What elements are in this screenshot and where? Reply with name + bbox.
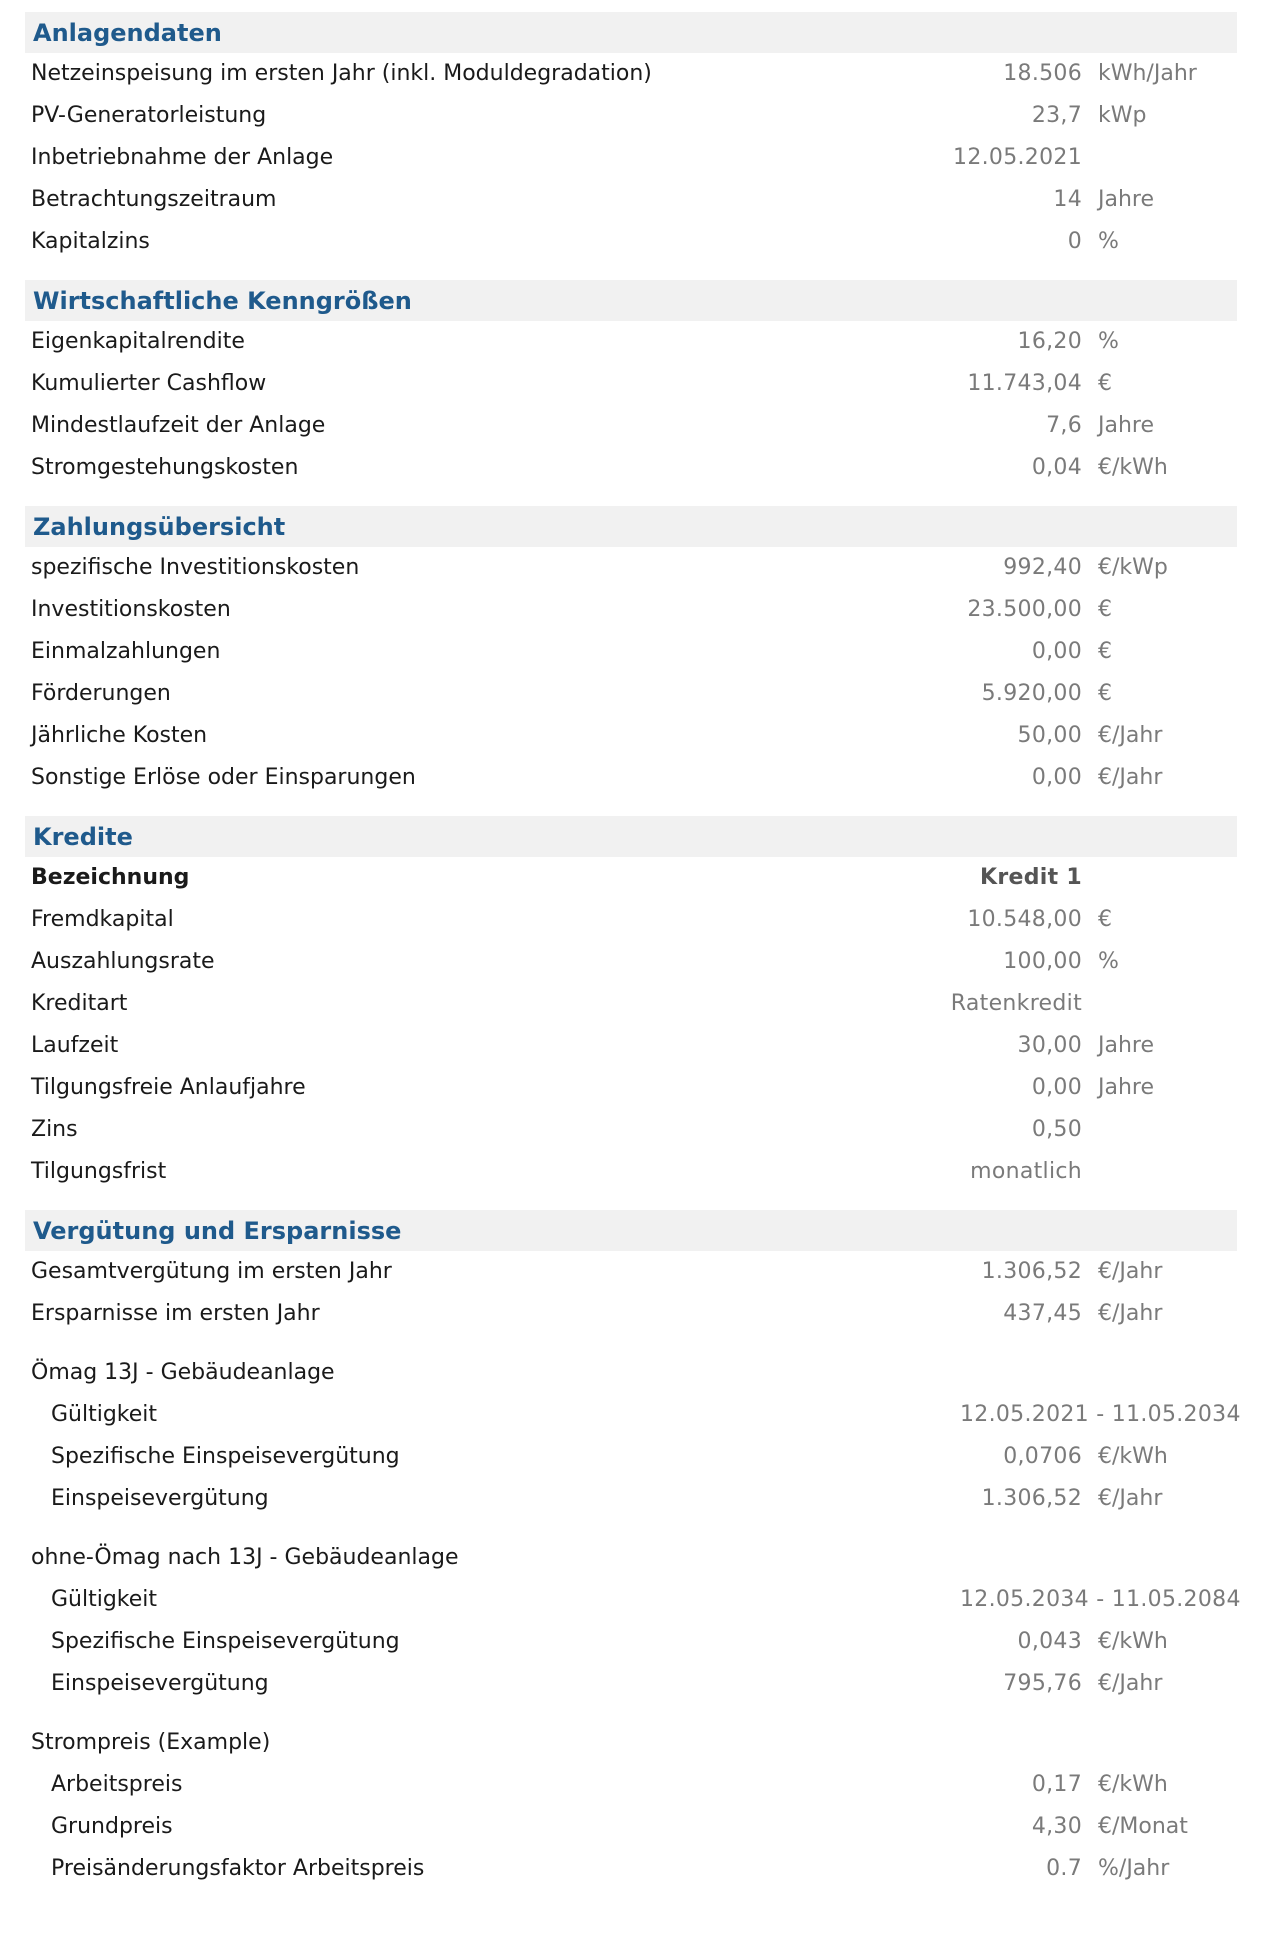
row-mindestlaufzeit	[25, 405, 1237, 447]
row-unit: €	[1098, 681, 1112, 706]
row-unit: Jahre	[1098, 413, 1155, 438]
row-unit: €	[1098, 371, 1112, 396]
row-unit: €	[1098, 907, 1112, 932]
row-label: Einspeisevergütung	[51, 1671, 269, 1696]
row-bezeichnung	[25, 857, 1237, 899]
row-value: 10.548,00	[967, 907, 1082, 932]
row-value: 50,00	[1017, 723, 1082, 748]
tariff-header-oemag	[25, 1352, 1237, 1394]
row-unit: €/kWh	[1098, 1629, 1168, 1654]
row-unit: Jahre	[1098, 1033, 1155, 1058]
row-unit: %	[1098, 229, 1119, 254]
row-inbetriebnahme	[25, 137, 1237, 179]
row-unit: €/Jahr	[1098, 1259, 1163, 1284]
row-value: 1.306,52	[981, 1486, 1082, 1511]
row-label: Gültigkeit	[51, 1402, 158, 1427]
row-value-range: 12.05.2021 - 11.05.2034	[960, 1402, 1241, 1427]
row-preisaenderungsfaktor	[25, 1848, 1237, 1890]
row-betrachtungszeitraum	[25, 179, 1237, 221]
row-value: 4,30	[1031, 1814, 1082, 1839]
row-label: Preisänderungsfaktor Arbeitspreis	[51, 1856, 425, 1881]
row-value: 30,00	[1017, 1033, 1082, 1058]
row-value: 0,50	[1031, 1117, 1082, 1142]
row-label: Investitionskosten	[31, 597, 231, 622]
row-label: Mindestlaufzeit der Anlage	[31, 413, 326, 438]
report	[25, 12, 1241, 1890]
row-value: 5.920,00	[981, 681, 1082, 706]
row-label: Ersparnisse im ersten Jahr	[31, 1301, 320, 1326]
row-einspeiseverguetung	[25, 1478, 1237, 1520]
row-unit: Jahre	[1098, 187, 1155, 212]
row-label: Gültigkeit	[51, 1587, 158, 1612]
strompreis-header	[25, 1722, 1237, 1764]
row-value: 11.743,04	[967, 371, 1082, 396]
row-unit: %/Jahr	[1098, 1856, 1170, 1881]
row-value: 0,00	[1031, 765, 1082, 790]
section-header-zahlungen: Zahlungsübersicht	[25, 506, 1237, 547]
row-zins	[25, 1109, 1237, 1151]
row-value: 18.506	[1003, 61, 1082, 86]
row-label: Bezeichnung	[31, 865, 190, 890]
row-einmalzahlungen	[25, 631, 1237, 673]
row-spez-einspeiseverguetung	[25, 1436, 1237, 1478]
row-jaehrliche-kosten	[25, 715, 1237, 757]
row-label: Netzeinspeisung im ersten Jahr (inkl. Moduldegradation)	[31, 61, 652, 86]
row-tilgungsfrist	[25, 1151, 1237, 1193]
row-value: 0,00	[1031, 1075, 1082, 1100]
row-value: 0,043	[1017, 1629, 1082, 1654]
row-arbeitspreis	[25, 1764, 1237, 1806]
row-label: Auszahlungsrate	[31, 949, 215, 974]
row-label: Eigenkapitalrendite	[31, 329, 245, 354]
row-unit: €/kWh	[1098, 455, 1168, 480]
row-value: 14	[1053, 187, 1082, 212]
row-unit: €/Monat	[1098, 1814, 1188, 1839]
row-label: Einmalzahlungen	[31, 639, 221, 664]
row-value: 795,76	[1003, 1671, 1082, 1696]
row-label: Jährliche Kosten	[31, 723, 208, 748]
row-unit: €/Jahr	[1098, 723, 1163, 748]
row-ersparnisse	[25, 1293, 1237, 1335]
row-label: Kapitalzins	[31, 229, 150, 254]
row-tilgungsfreie-anlaufjahre	[25, 1067, 1237, 1109]
row-pv-generatorleistung	[25, 95, 1237, 137]
row-value: 23,7	[1031, 103, 1082, 128]
row-unit: €/kWp	[1098, 555, 1168, 580]
row-foerderungen	[25, 673, 1237, 715]
row-value: 12.05.2021	[953, 145, 1082, 170]
row-label: Tilgungsfrist	[31, 1159, 167, 1184]
row-value: 1.306,52	[981, 1259, 1082, 1284]
row-unit: %	[1098, 329, 1119, 354]
row-unit: €/Jahr	[1098, 1486, 1163, 1511]
row-value: 0.7	[1046, 1856, 1082, 1881]
tariff-name: ohne-Ömag nach 13J - Gebäudeanlage	[31, 1545, 459, 1570]
row-label: Arbeitspreis	[51, 1772, 183, 1797]
tariff-name: Ömag 13J - Gebäudeanlage	[31, 1360, 335, 1385]
row-label: spezifische Investitionskosten	[31, 555, 360, 580]
row-value: 992,40	[1003, 555, 1082, 580]
row-label: Spezifische Einspeisevergütung	[51, 1629, 400, 1654]
row-value: 0,17	[1031, 1772, 1082, 1797]
row-label: Einspeisevergütung	[51, 1486, 269, 1511]
row-label: Tilgungsfreie Anlaufjahre	[31, 1075, 306, 1100]
row-value: 16,20	[1017, 329, 1082, 354]
row-value: 23.500,00	[967, 597, 1082, 622]
row-label: Betrachtungszeitraum	[31, 187, 277, 212]
row-unit: Jahre	[1098, 1075, 1155, 1100]
row-gesamtverguetung	[25, 1251, 1237, 1293]
row-label: Förderungen	[31, 681, 171, 706]
row-grundpreis	[25, 1806, 1237, 1848]
row-value: 0,00	[1031, 639, 1082, 664]
row-unit: €/kWh	[1098, 1444, 1168, 1469]
row-label: Zins	[31, 1117, 78, 1142]
row-laufzeit	[25, 1025, 1237, 1067]
row-label: Sonstige Erlöse oder Einsparungen	[31, 765, 416, 790]
strompreis-name: Strompreis (Example)	[31, 1730, 271, 1755]
row-spez-investitionskosten	[25, 547, 1237, 589]
row-label: PV-Generatorleistung	[31, 103, 267, 128]
tariff-header-ohne-oemag	[25, 1537, 1237, 1579]
row-auszahlungsrate	[25, 941, 1237, 983]
row-eigenkapitalrendite	[25, 321, 1237, 363]
row-label: Gesamtvergütung im ersten Jahr	[31, 1259, 392, 1284]
row-value: 0,0706	[1003, 1444, 1082, 1469]
section-header-kredite: Kredite	[25, 816, 1237, 857]
row-label: Kreditart	[31, 991, 128, 1016]
row-kumulierter-cashflow	[25, 363, 1237, 405]
row-value: Kredit 1	[980, 865, 1082, 890]
row-value: 100,00	[1003, 949, 1082, 974]
row-kreditart	[25, 983, 1237, 1025]
row-label: Grundpreis	[51, 1814, 173, 1839]
row-label: Laufzeit	[31, 1033, 119, 1058]
row-investitionskosten	[25, 589, 1237, 631]
row-value: 7,6	[1046, 413, 1082, 438]
row-label: Inbetriebnahme der Anlage	[31, 145, 334, 170]
row-unit: €/kWh	[1098, 1772, 1168, 1797]
row-value: 437,45	[1003, 1301, 1082, 1326]
row-unit: kWh/Jahr	[1098, 61, 1197, 86]
row-unit: €/Jahr	[1098, 1301, 1163, 1326]
row-value: monatlich	[970, 1159, 1082, 1184]
row-stromgestehungskosten	[25, 447, 1237, 489]
row-value: Ratenkredit	[950, 991, 1082, 1016]
row-label: Fremdkapital	[31, 907, 174, 932]
row-kapitalzins	[25, 221, 1237, 263]
row-unit: €/Jahr	[1098, 765, 1163, 790]
section-header-verguetung: Vergütung und Ersparnisse	[25, 1210, 1237, 1251]
row-label: Kumulierter Cashflow	[31, 371, 267, 396]
section-header-anlagendaten: Anlagendaten	[25, 12, 1237, 53]
row-unit: €	[1098, 639, 1112, 664]
row-unit: €/Jahr	[1098, 1671, 1163, 1696]
row-netzeinspeisung	[25, 53, 1237, 95]
row-spez-einspeiseverguetung	[25, 1621, 1237, 1663]
row-unit: kWp	[1098, 103, 1147, 128]
row-einspeiseverguetung	[25, 1663, 1237, 1705]
row-gueltigkeit	[25, 1579, 1241, 1621]
row-unit: %	[1098, 949, 1119, 974]
row-label: Stromgestehungskosten	[31, 455, 299, 480]
row-label: Spezifische Einspeisevergütung	[51, 1444, 400, 1469]
row-fremdkapital	[25, 899, 1237, 941]
row-gueltigkeit	[25, 1394, 1241, 1436]
section-header-kenngroessen: Wirtschaftliche Kenngrößen	[25, 280, 1237, 321]
row-unit: €	[1098, 597, 1112, 622]
row-value: 0	[1067, 229, 1082, 254]
row-value-range: 12.05.2034 - 11.05.2084	[960, 1587, 1241, 1612]
row-sonstige-erloese	[25, 757, 1237, 799]
row-value: 0,04	[1031, 455, 1082, 480]
